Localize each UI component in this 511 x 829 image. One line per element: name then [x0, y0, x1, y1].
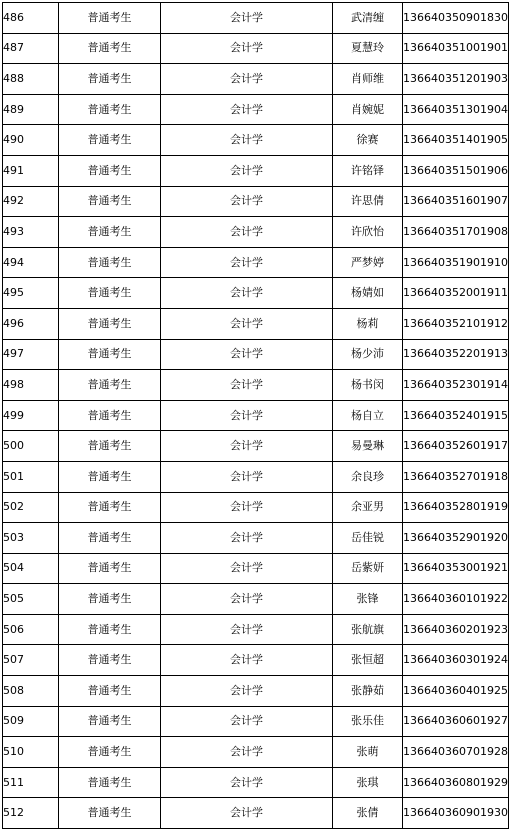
- table-row: [3, 278, 509, 309]
- candidate-type-cell: 普通考生: [59, 278, 161, 309]
- row-number-cell: 493: [3, 217, 59, 248]
- student-name-cell: 余亚男: [333, 492, 403, 523]
- table-row: [3, 125, 509, 156]
- table-row: [3, 767, 509, 798]
- student-name-cell: 余良珍: [333, 461, 403, 492]
- major-cell: 会计学: [161, 308, 333, 339]
- candidate-type-cell: 普通考生: [59, 64, 161, 95]
- row-number-cell: 496: [3, 308, 59, 339]
- student-name-cell: 杨自立: [333, 400, 403, 431]
- student-name-cell: 岳紫妍: [333, 553, 403, 584]
- major-cell: 会计学: [161, 461, 333, 492]
- student-name-cell: 张萌: [333, 737, 403, 768]
- exam-id-cell: 136640360901930: [403, 798, 509, 829]
- row-number-cell: 499: [3, 400, 59, 431]
- exam-id-cell: 136640351401905: [403, 125, 509, 156]
- student-name-cell: 易曼琳: [333, 431, 403, 462]
- row-number-cell: 512: [3, 798, 59, 829]
- table-row: [3, 614, 509, 645]
- major-cell: 会计学: [161, 553, 333, 584]
- major-cell: 会计学: [161, 767, 333, 798]
- exam-id-cell: 136640360301924: [403, 645, 509, 676]
- row-number-cell: 507: [3, 645, 59, 676]
- major-cell: 会计学: [161, 370, 333, 401]
- exam-id-cell: 136640351501906: [403, 155, 509, 186]
- exam-id-cell: 136640351001901: [403, 33, 509, 64]
- major-cell: 会计学: [161, 3, 333, 34]
- table-row: [3, 584, 509, 615]
- row-number-cell: 489: [3, 94, 59, 125]
- student-name-cell: 肖婉妮: [333, 94, 403, 125]
- major-cell: 会计学: [161, 125, 333, 156]
- exam-id-cell: 136640351701908: [403, 217, 509, 248]
- candidate-type-cell: 普通考生: [59, 94, 161, 125]
- candidate-type-cell: 普通考生: [59, 523, 161, 554]
- exam-id-cell: 136640360701928: [403, 737, 509, 768]
- row-number-cell: 504: [3, 553, 59, 584]
- student-name-cell: 张倩: [333, 798, 403, 829]
- candidate-type-cell: 普通考生: [59, 553, 161, 584]
- exam-id-cell: 136640352701918: [403, 461, 509, 492]
- exam-id-cell: 136640360101922: [403, 584, 509, 615]
- student-name-cell: 张琪: [333, 767, 403, 798]
- exam-id-cell: 136640352101912: [403, 308, 509, 339]
- table-row: [3, 247, 509, 278]
- row-number-cell: 498: [3, 370, 59, 401]
- table-row: [3, 523, 509, 554]
- row-number-cell: 509: [3, 706, 59, 737]
- major-cell: 会计学: [161, 400, 333, 431]
- row-number-cell: 494: [3, 247, 59, 278]
- table-row: [3, 431, 509, 462]
- row-number-cell: 503: [3, 523, 59, 554]
- major-cell: 会计学: [161, 492, 333, 523]
- candidate-type-cell: 普通考生: [59, 3, 161, 34]
- candidate-type-cell: 普通考生: [59, 767, 161, 798]
- major-cell: 会计学: [161, 186, 333, 217]
- candidate-type-cell: 普通考生: [59, 370, 161, 401]
- candidate-type-cell: 普通考生: [59, 33, 161, 64]
- candidate-type-cell: 普通考生: [59, 247, 161, 278]
- student-name-cell: 张乐佳: [333, 706, 403, 737]
- student-name-cell: 许思倩: [333, 186, 403, 217]
- student-name-cell: 杨莉: [333, 308, 403, 339]
- row-number-cell: 508: [3, 676, 59, 707]
- row-number-cell: 506: [3, 614, 59, 645]
- exam-id-cell: 136640360201923: [403, 614, 509, 645]
- candidate-type-cell: 普通考生: [59, 614, 161, 645]
- student-name-cell: 杨书闵: [333, 370, 403, 401]
- student-name-cell: 许铭铎: [333, 155, 403, 186]
- student-name-cell: 张航旗: [333, 614, 403, 645]
- table-row: [3, 737, 509, 768]
- major-cell: 会计学: [161, 798, 333, 829]
- major-cell: 会计学: [161, 33, 333, 64]
- student-name-cell: 张静茹: [333, 676, 403, 707]
- major-cell: 会计学: [161, 155, 333, 186]
- table-row: [3, 217, 509, 248]
- student-name-cell: 许欣怡: [333, 217, 403, 248]
- student-name-cell: 张锋: [333, 584, 403, 615]
- exam-id-cell: 136640352301914: [403, 370, 509, 401]
- candidate-type-cell: 普通考生: [59, 798, 161, 829]
- row-number-cell: 491: [3, 155, 59, 186]
- major-cell: 会计学: [161, 339, 333, 370]
- exam-id-cell: 136640351301904: [403, 94, 509, 125]
- major-cell: 会计学: [161, 706, 333, 737]
- table-row: [3, 339, 509, 370]
- table-row: [3, 155, 509, 186]
- exam-id-cell: 136640351201903: [403, 64, 509, 95]
- student-name-cell: 杨婧如: [333, 278, 403, 309]
- candidate-type-cell: 普通考生: [59, 155, 161, 186]
- table-row: [3, 553, 509, 584]
- exam-id-cell: 136640351901910: [403, 247, 509, 278]
- candidate-type-cell: 普通考生: [59, 676, 161, 707]
- candidate-type-cell: 普通考生: [59, 400, 161, 431]
- major-cell: 会计学: [161, 64, 333, 95]
- major-cell: 会计学: [161, 94, 333, 125]
- table-row: [3, 492, 509, 523]
- roster-body: [3, 3, 509, 829]
- exam-id-cell: 136640352001911: [403, 278, 509, 309]
- major-cell: 会计学: [161, 523, 333, 554]
- student-name-cell: 严梦婷: [333, 247, 403, 278]
- student-name-cell: 夏慧玲: [333, 33, 403, 64]
- candidate-type-cell: 普通考生: [59, 737, 161, 768]
- row-number-cell: 505: [3, 584, 59, 615]
- major-cell: 会计学: [161, 645, 333, 676]
- row-number-cell: 495: [3, 278, 59, 309]
- row-number-cell: 510: [3, 737, 59, 768]
- exam-id-cell: 136640360601927: [403, 706, 509, 737]
- exam-id-cell: 136640360401925: [403, 676, 509, 707]
- student-name-cell: 武清缠: [333, 3, 403, 34]
- row-number-cell: 488: [3, 64, 59, 95]
- exam-id-cell: 136640353001921: [403, 553, 509, 584]
- student-roster-table: [2, 2, 509, 829]
- candidate-type-cell: 普通考生: [59, 339, 161, 370]
- table-row: [3, 94, 509, 125]
- table-row: [3, 645, 509, 676]
- major-cell: 会计学: [161, 737, 333, 768]
- candidate-type-cell: 普通考生: [59, 125, 161, 156]
- student-name-cell: 杨少沛: [333, 339, 403, 370]
- candidate-type-cell: 普通考生: [59, 706, 161, 737]
- table-row: [3, 400, 509, 431]
- candidate-type-cell: 普通考生: [59, 584, 161, 615]
- table-row: [3, 370, 509, 401]
- row-number-cell: 511: [3, 767, 59, 798]
- row-number-cell: 487: [3, 33, 59, 64]
- candidate-type-cell: 普通考生: [59, 308, 161, 339]
- row-number-cell: 497: [3, 339, 59, 370]
- exam-id-cell: 136640360801929: [403, 767, 509, 798]
- candidate-type-cell: 普通考生: [59, 217, 161, 248]
- row-number-cell: 490: [3, 125, 59, 156]
- table-row: [3, 3, 509, 34]
- candidate-type-cell: 普通考生: [59, 186, 161, 217]
- candidate-type-cell: 普通考生: [59, 461, 161, 492]
- exam-id-cell: 136640352201913: [403, 339, 509, 370]
- student-name-cell: 肖师维: [333, 64, 403, 95]
- candidate-type-cell: 普通考生: [59, 645, 161, 676]
- table-row: [3, 33, 509, 64]
- major-cell: 会计学: [161, 217, 333, 248]
- row-number-cell: 502: [3, 492, 59, 523]
- major-cell: 会计学: [161, 614, 333, 645]
- student-name-cell: 徐赛: [333, 125, 403, 156]
- table-row: [3, 461, 509, 492]
- exam-id-cell: 136640352801919: [403, 492, 509, 523]
- major-cell: 会计学: [161, 431, 333, 462]
- table-row: [3, 676, 509, 707]
- row-number-cell: 486: [3, 3, 59, 34]
- exam-id-cell: 136640350901830: [403, 3, 509, 34]
- major-cell: 会计学: [161, 584, 333, 615]
- row-number-cell: 501: [3, 461, 59, 492]
- row-number-cell: 492: [3, 186, 59, 217]
- exam-id-cell: 136640351601907: [403, 186, 509, 217]
- table-row: [3, 308, 509, 339]
- major-cell: 会计学: [161, 278, 333, 309]
- exam-id-cell: 136640352601917: [403, 431, 509, 462]
- table-row: [3, 798, 509, 829]
- table-row: [3, 186, 509, 217]
- row-number-cell: 500: [3, 431, 59, 462]
- candidate-type-cell: 普通考生: [59, 492, 161, 523]
- table-row: [3, 706, 509, 737]
- major-cell: 会计学: [161, 676, 333, 707]
- exam-id-cell: 136640352401915: [403, 400, 509, 431]
- table-row: [3, 64, 509, 95]
- major-cell: 会计学: [161, 247, 333, 278]
- student-name-cell: 张恒超: [333, 645, 403, 676]
- exam-id-cell: 136640352901920: [403, 523, 509, 554]
- student-name-cell: 岳佳锐: [333, 523, 403, 554]
- candidate-type-cell: 普通考生: [59, 431, 161, 462]
